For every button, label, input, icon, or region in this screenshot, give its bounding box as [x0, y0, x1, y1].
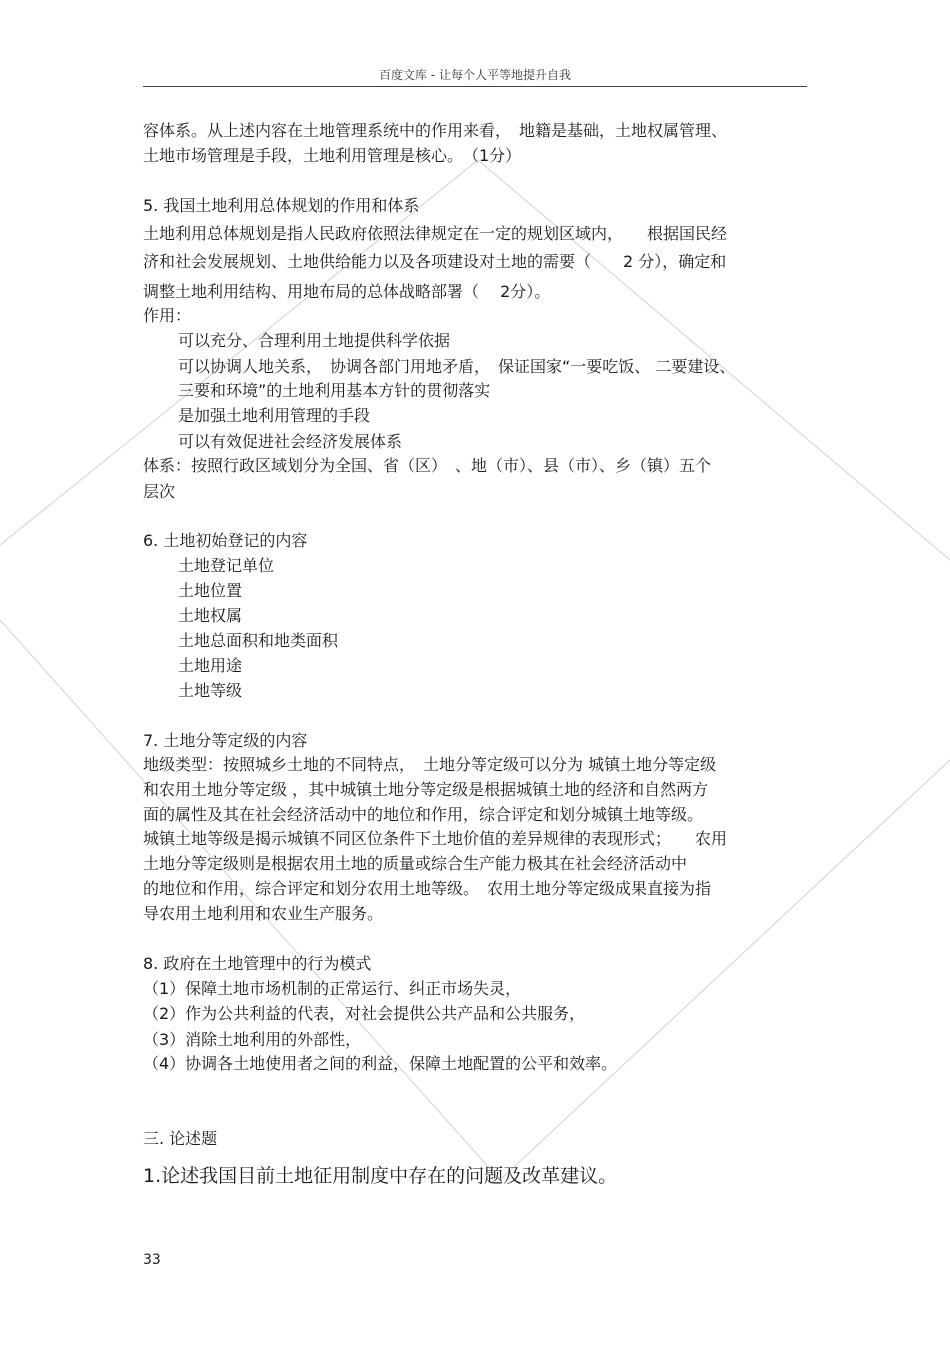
text-line: 土地利用总体规划是指人民政府依照法律规定在一定的规划区域内， 根据国民经: [143, 224, 728, 243]
text-line: 容体系。从上述内容在土地管理系统中的作用来看， 地籍是基础，土地权属管理、: [143, 121, 728, 140]
list-item: 三要和环境”的土地利用基本方针的贯彻落实: [178, 381, 491, 400]
text-line: 地级类型：按照城乡土地的不同特点， 土地分等定级可以分为 城镇土地分等定级: [143, 755, 717, 774]
text-line: 济和社会发展规划、土地供给能力以及各项建设对土地的需要（ 2 分），确定和: [143, 252, 727, 271]
text-line: 调整土地利用结构、用地布局的总体战略部署（ 2分）。: [143, 282, 551, 301]
list-item: （2）作为公共利益的代表，对社会提供公共产品和公共服务，: [143, 1004, 586, 1023]
part-heading: 三. 论述题: [143, 1129, 218, 1148]
list-item: 土地权属: [178, 606, 243, 625]
list-item: 土地位置: [178, 581, 243, 600]
essay-question: 1.论述我国目前土地征用制度中存在的问题及改革建议。: [143, 1165, 618, 1187]
text-line: 城镇土地等级是揭示城镇不同区位条件下土地价值的差异规律的表现形式； 农用: [143, 829, 728, 848]
text-line: 层次: [143, 482, 176, 501]
list-item: 土地总面积和地类面积: [178, 631, 339, 650]
text-line: 面的属性及其在社会经济活动中的地位和作用，综合评定和划分城镇土地等级。: [143, 805, 704, 824]
list-item: （1）保障土地市场机制的正常运行、纠正市场失灵，: [143, 979, 522, 998]
text-line: 体系：按照行政区域划分为全国、省（区） 、地（市）、县（市）、乡（镇）五个: [143, 456, 712, 475]
section-heading: 7. 土地分等定级的内容: [143, 731, 308, 750]
page-number: 33: [143, 1252, 161, 1268]
text-line: 的地位和作用，综合评定和划分农用土地等级。 农用土地分等定级成果直接为指: [143, 879, 712, 898]
page-header: 百度文库 - 让每个人平等地提升自我: [143, 66, 807, 87]
section-heading: 6. 土地初始登记的内容: [143, 531, 308, 550]
list-item: （4）协调各土地使用者之间的利益，保障土地配置的公平和效率。: [143, 1054, 618, 1073]
list-item: 可以协调人地关系， 协调各部门用地矛盾， 保证国家“一要吃饭、 二要建设、: [178, 357, 736, 376]
list-item: （3）消除土地利用的外部性，: [143, 1030, 362, 1049]
list-item: 可以有效促进社会经济发展体系: [178, 432, 403, 451]
section-heading: 8. 政府在土地管理中的行为模式: [143, 954, 372, 973]
text-line: 导农用土地利用和农业生产服务。: [143, 904, 384, 923]
list-item: 可以充分、合理利用土地提供科学依据: [178, 331, 451, 350]
text-line: 土地分等定级则是根据农用土地的质量或综合生产能力极其在社会经济活动中: [143, 854, 688, 873]
text-line: 和农用土地分等定级 ，其中城镇土地分等定级是根据城镇土地的经济和自然两方: [143, 780, 709, 799]
list-item: 土地用途: [178, 656, 243, 675]
list-item: 土地等级: [178, 681, 243, 700]
section-heading: 5. 我国土地利用总体规划的作用和体系: [143, 196, 420, 215]
list-item: 是加强土地利用管理的手段: [178, 406, 371, 425]
text-line: 土地市场管理是手段，土地利用管理是核心。 （1分）: [143, 146, 522, 165]
list-item: 土地登记单位: [178, 556, 275, 575]
text-line: 作用：: [143, 306, 192, 325]
